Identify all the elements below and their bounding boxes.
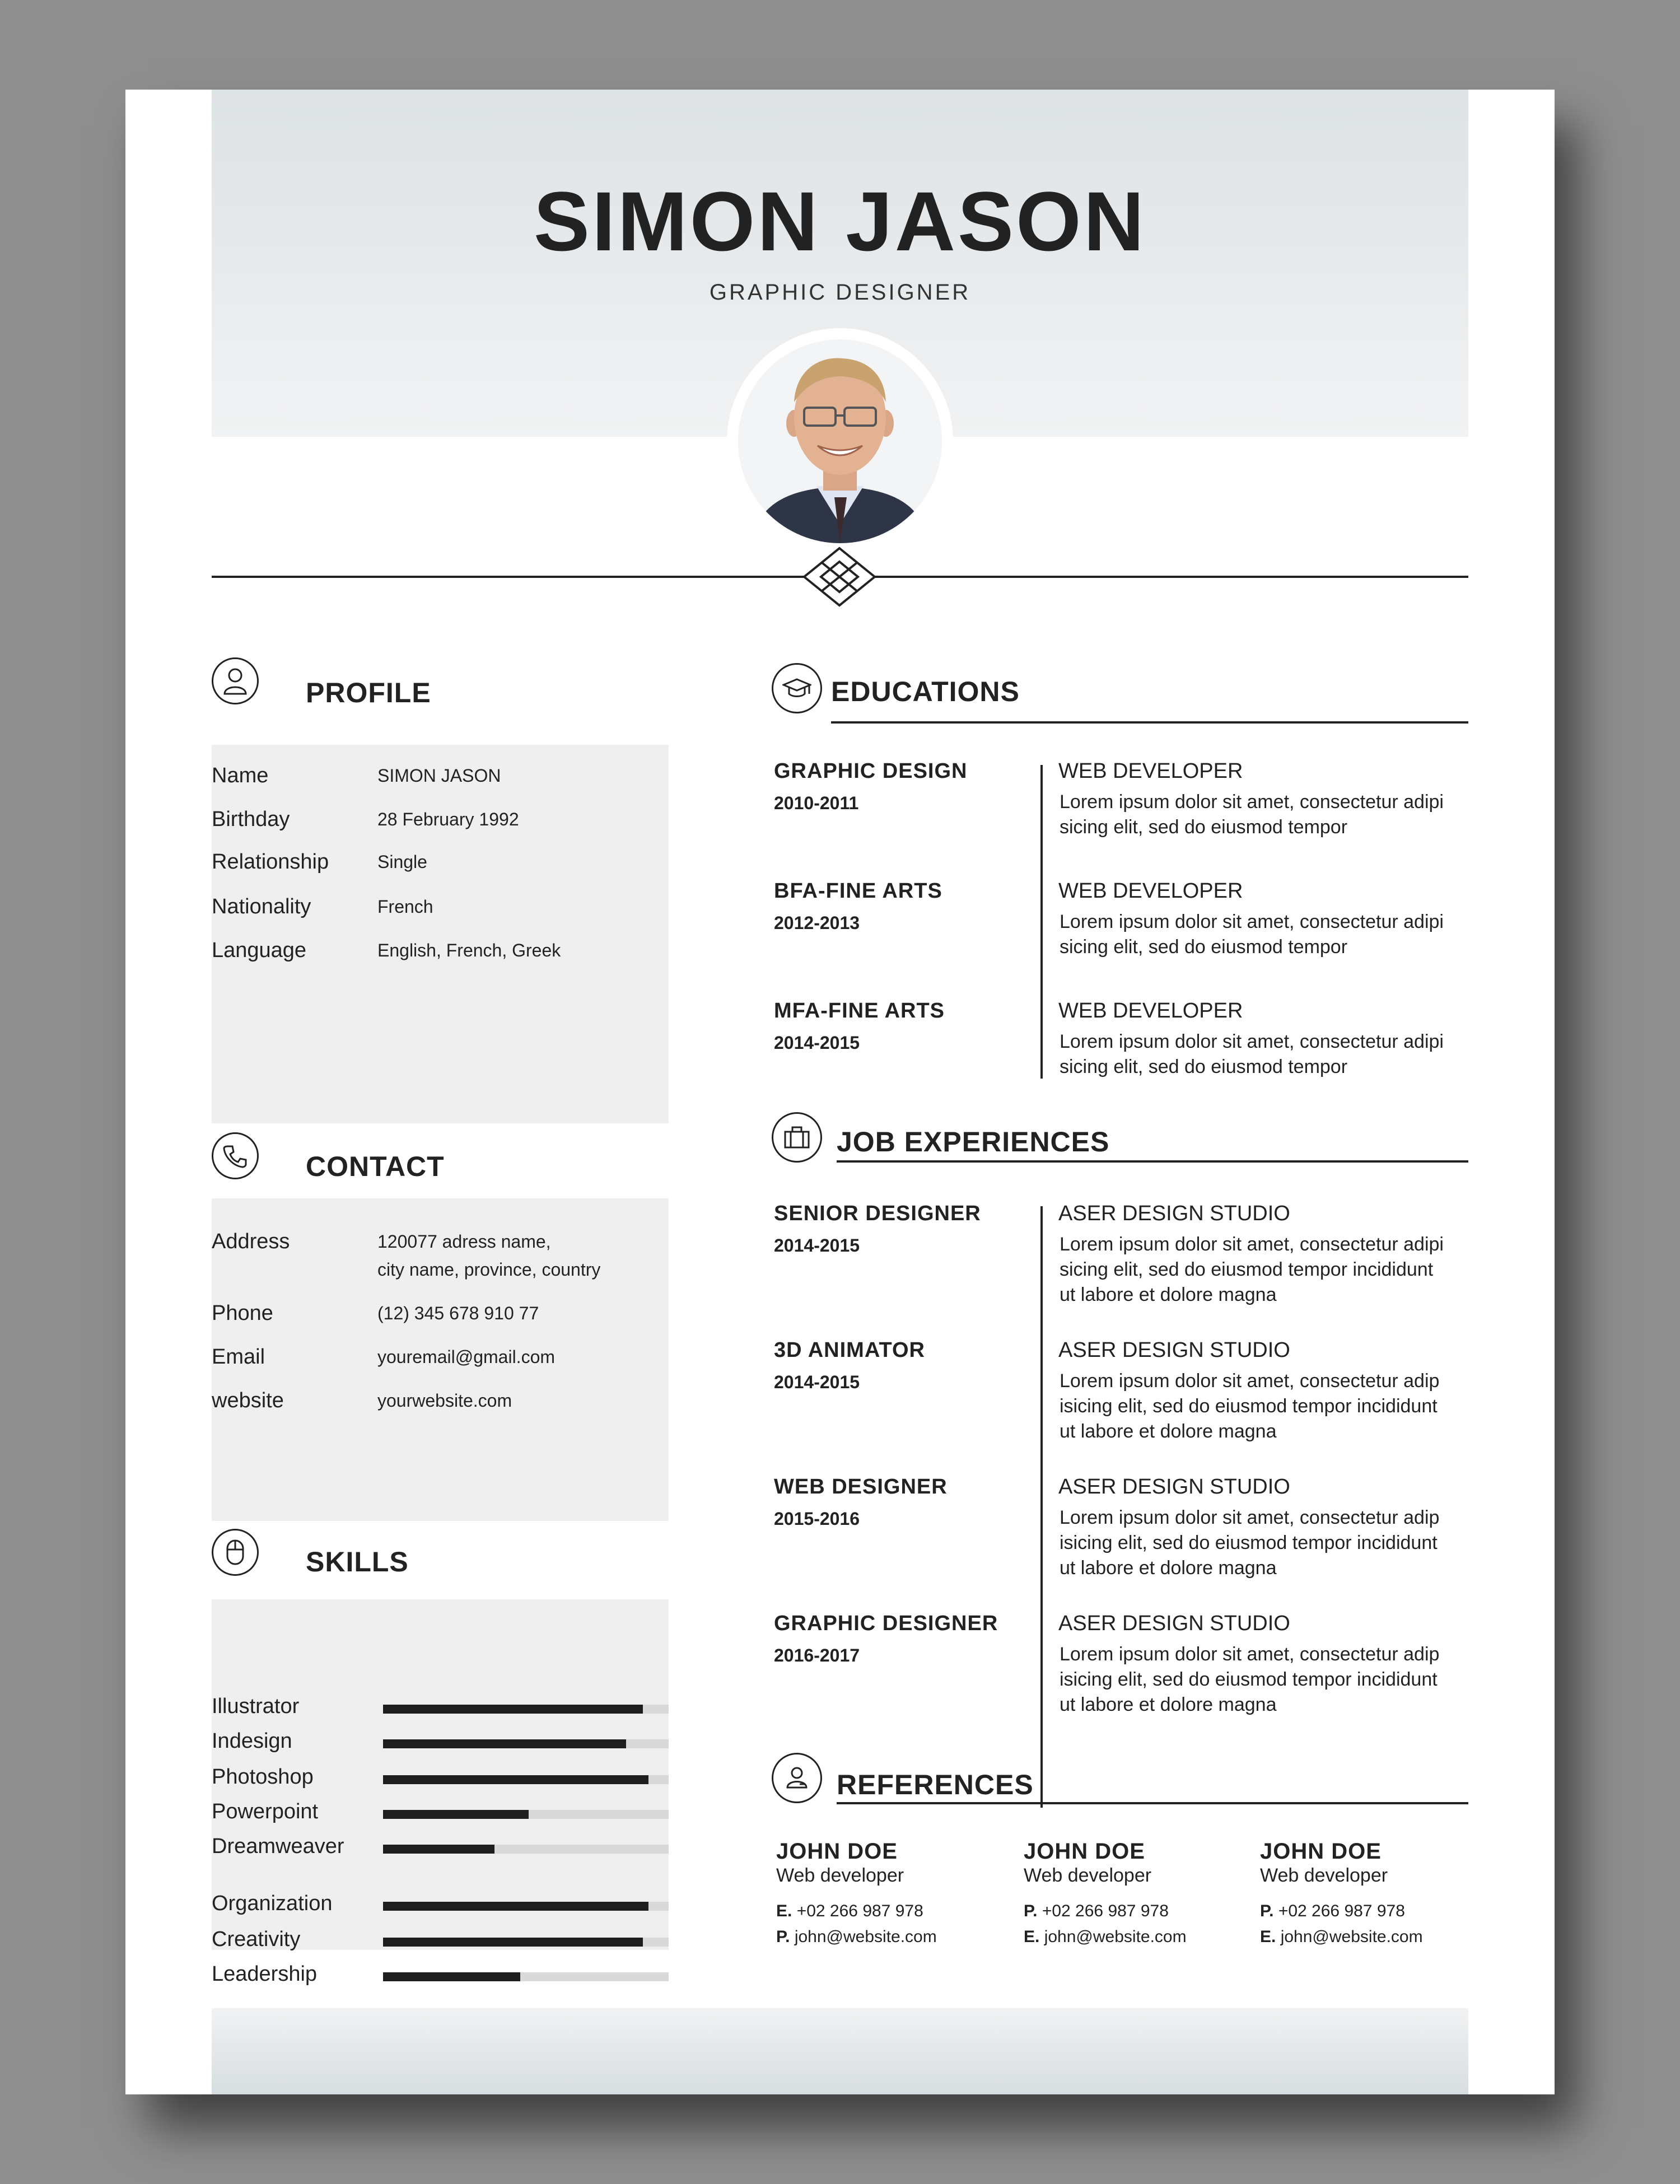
- skill-level-bar: [383, 1938, 669, 1947]
- profile-label: Language: [212, 939, 307, 962]
- skill-level-fill: [383, 1739, 626, 1748]
- profile-label: Nationality: [212, 895, 311, 918]
- reference-role: Web developer: [1024, 1865, 1152, 1886]
- skill-level-bar: [383, 1810, 669, 1819]
- profile-value: SIMON JASON: [377, 766, 501, 786]
- reference-name: JOHN DOE: [1024, 1839, 1145, 1864]
- user-icon: [212, 657, 259, 704]
- photo-frame: [727, 328, 953, 554]
- education-years: 2014-2015: [774, 1033, 860, 1053]
- job-years: 2015-2016: [774, 1509, 860, 1529]
- reference-role: Web developer: [1260, 1865, 1388, 1886]
- profile-value: French: [377, 897, 433, 917]
- education-title: BFA-FINE ARTS: [774, 879, 942, 903]
- email-label: Email: [212, 1345, 265, 1369]
- profile-value: 28 February 1992: [377, 809, 519, 829]
- website-label: website: [212, 1389, 284, 1412]
- job-description: Lorem ipsum dolor sit amet, consectetur adipi sicing elit, sed do eiusmod tempor incididunt ut labore et dolore magna: [1060, 1234, 1444, 1305]
- job-company: ASER DESIGN STUDIO: [1058, 1475, 1290, 1499]
- job-company: ASER DESIGN STUDIO: [1058, 1202, 1290, 1225]
- education-description: Lorem ipsum dolor sit amet, consectetur adipi sicing elit, sed do eiusmod tempor: [1060, 791, 1444, 838]
- skill-level-fill: [383, 1775, 648, 1784]
- skill-level-fill: [383, 1972, 520, 1981]
- references-heading: REFERENCES: [837, 1769, 1034, 1800]
- job-title: 3D ANIMATOR: [774, 1338, 925, 1362]
- education-description: Lorem ipsum dolor sit amet, consectetur adipi sicing elit, sed do eiusmod tempor: [1060, 1031, 1444, 1077]
- profile-label: Relationship: [212, 850, 329, 874]
- address-line-2: city name, province, country: [377, 1259, 601, 1280]
- educations-rule: [831, 721, 1468, 724]
- profile-photo: [738, 339, 942, 543]
- skill-name: Indesign: [212, 1729, 292, 1753]
- job-company: ASER DESIGN STUDIO: [1058, 1612, 1290, 1635]
- skill-name: Organization: [212, 1892, 333, 1915]
- skill-name: Powerpoint: [212, 1800, 319, 1823]
- phone-icon: [212, 1132, 259, 1179]
- job-years: 2014-2015: [774, 1372, 860, 1392]
- reference-name: JOHN DOE: [776, 1839, 898, 1864]
- skill-level-fill: [383, 1938, 643, 1947]
- website-value: yourwebsite.com: [377, 1390, 512, 1411]
- references-rule: [837, 1802, 1468, 1804]
- education-title: GRAPHIC DESIGN: [774, 759, 968, 783]
- email-value: youremail@gmail.com: [377, 1347, 556, 1367]
- contact-heading: CONTACT: [306, 1151, 445, 1182]
- phone-value: (12) 345 678 910 77: [377, 1303, 539, 1323]
- reference-role: Web developer: [776, 1865, 904, 1886]
- educations-timeline: [1040, 765, 1043, 1079]
- skill-level-fill: [383, 1705, 643, 1714]
- footer-band: [212, 2008, 1468, 2094]
- mouse-icon: [212, 1529, 259, 1576]
- education-role: WEB DEVELOPER: [1058, 879, 1243, 903]
- job-description: Lorem ipsum dolor sit amet, consectetur adip isicing elit, sed do eiusmod tempor incididunt ut labore et dolore magna: [1060, 1370, 1440, 1442]
- reference-contact-2: E. john@website.com: [1260, 1928, 1423, 1946]
- jobs-timeline: [1040, 1206, 1043, 1808]
- job-title: WEB DESIGNER: [774, 1475, 948, 1499]
- reference-contact-2: E. john@website.com: [1024, 1928, 1187, 1946]
- education-years: 2010-2011: [774, 793, 859, 813]
- profile-value: English, French, Greek: [377, 940, 561, 960]
- address-line-1: 120077 adress name,: [377, 1231, 551, 1252]
- profile-label: Name: [212, 764, 269, 787]
- skill-level-bar: [383, 1705, 669, 1714]
- skill-name: Leadership: [212, 1962, 318, 1986]
- reference-contact-2: P. john@website.com: [776, 1928, 937, 1946]
- skill-level-fill: [383, 1845, 494, 1854]
- skill-level-fill: [383, 1810, 529, 1819]
- candidate-job-title: GRAPHIC DESIGNER: [709, 280, 971, 305]
- divider-ornament: [797, 546, 881, 608]
- reference-name: JOHN DOE: [1260, 1839, 1382, 1864]
- skill-level-bar: [383, 1775, 669, 1784]
- job-years: 2016-2017: [774, 1645, 860, 1665]
- profile-label: Birthday: [212, 808, 290, 831]
- education-title: MFA-FINE ARTS: [774, 999, 945, 1023]
- job-years: 2014-2015: [774, 1235, 860, 1256]
- jobs-rule: [837, 1160, 1468, 1163]
- skill-level-bar: [383, 1902, 669, 1911]
- skill-name: Dreamweaver: [212, 1835, 344, 1858]
- education-role: WEB DEVELOPER: [1058, 999, 1243, 1023]
- education-years: 2012-2013: [774, 913, 860, 933]
- skill-level-bar: [383, 1845, 669, 1854]
- profile-heading: PROFILE: [306, 677, 431, 708]
- education-role: WEB DEVELOPER: [1058, 759, 1243, 783]
- job-title: GRAPHIC DESIGNER: [774, 1612, 998, 1635]
- candidate-name: SIMON JASON: [533, 174, 1147, 268]
- job-company: ASER DESIGN STUDIO: [1058, 1338, 1290, 1362]
- reference-contact-1: P. +02 266 987 978: [1260, 1902, 1405, 1920]
- phone-label: Phone: [212, 1301, 273, 1325]
- profile-value: Single: [377, 852, 427, 872]
- graduation-cap-icon: [772, 663, 822, 713]
- education-description: Lorem ipsum dolor sit amet, consectetur adipi sicing elit, sed do eiusmod tempor: [1060, 911, 1444, 958]
- jobs-heading: JOB EXPERIENCES: [837, 1126, 1110, 1158]
- skill-level-fill: [383, 1902, 648, 1911]
- skill-name: Illustrator: [212, 1695, 300, 1718]
- address-label: Address: [212, 1230, 290, 1253]
- job-title: SENIOR DESIGNER: [774, 1202, 981, 1225]
- job-description: Lorem ipsum dolor sit amet, consectetur adip isicing elit, sed do eiusmod tempor incididunt ut labore et dolore magna: [1060, 1644, 1440, 1715]
- briefcase-icon: [772, 1112, 822, 1163]
- educations-heading: EDUCATIONS: [831, 676, 1020, 707]
- skill-name: Photoshop: [212, 1765, 314, 1789]
- skill-level-bar: [383, 1972, 669, 1981]
- job-description: Lorem ipsum dolor sit amet, consectetur adip isicing elit, sed do eiusmod tempor incididunt ut labore et dolore magna: [1060, 1507, 1440, 1579]
- skill-name: Creativity: [212, 1928, 301, 1951]
- skill-level-bar: [383, 1739, 669, 1748]
- profile-panel: [212, 745, 669, 1123]
- reference-contact-1: E. +02 266 987 978: [776, 1902, 923, 1920]
- skills-heading: SKILLS: [306, 1546, 409, 1578]
- contact-person-icon: [772, 1753, 822, 1803]
- reference-contact-1: P. +02 266 987 978: [1024, 1902, 1169, 1920]
- resume-sheet: [125, 90, 1555, 2094]
